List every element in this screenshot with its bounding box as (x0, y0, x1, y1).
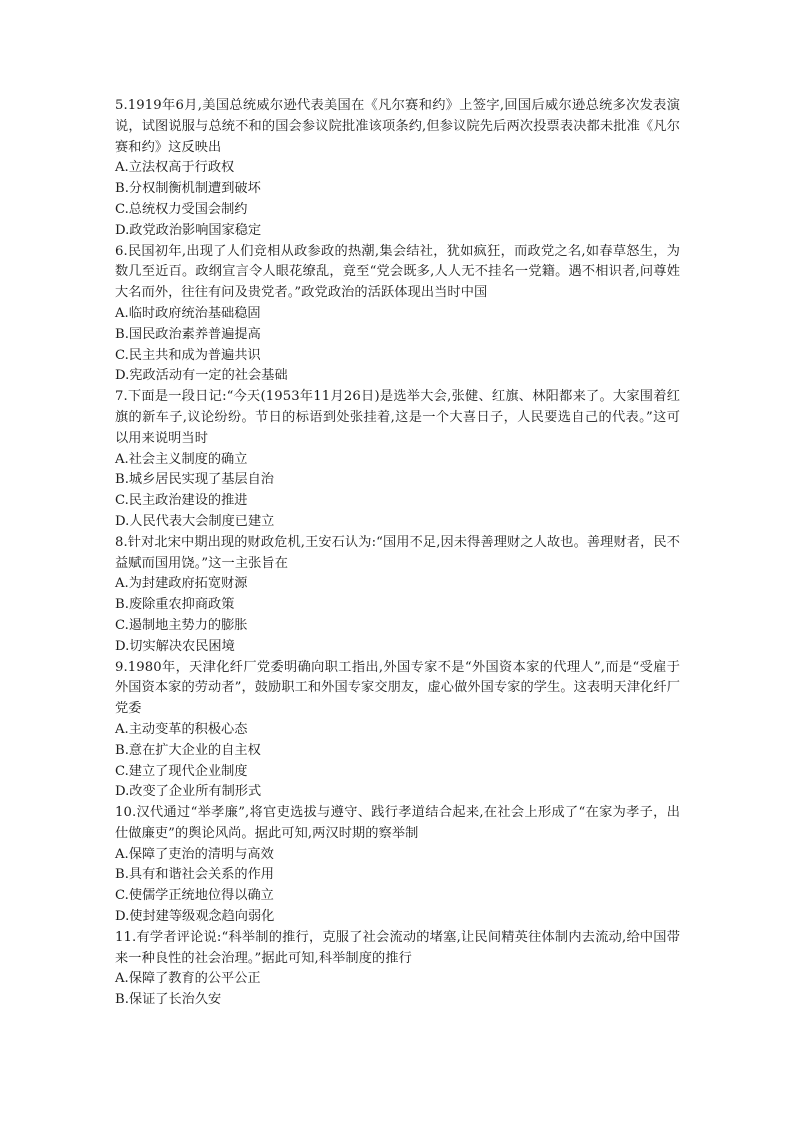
option-c: C.建立了现代企业制度 (115, 763, 248, 779)
question-stem: 10.汉代通过“举孝廉”,将官吏选拔与遵守、践行孝道结合起来,在社会上形成了“在家为孝子，出仕做廉吏”的舆论风尚。据此可知,两汉时期的察举制 (115, 805, 680, 841)
option-a: A.立法权高于行政权 (115, 160, 235, 176)
option-b: B.废除重农抑商政策 (115, 597, 235, 613)
question-stem: 8.针对北宋中期出现的财政危机,王安石认为:“国用不足,因未得善理财之人故也。善理财者，民不益赋而国用饶。”这一主张旨在 (115, 534, 680, 571)
option-a: A.社会主义制度的确立 (115, 451, 248, 467)
option-b: B.保证了长治久安 (115, 992, 222, 1008)
option-b: B.城乡居民实现了基层自治 (115, 472, 274, 488)
question-5 (115, 96, 680, 242)
option-c: C.民主政治建设的推进 (115, 493, 248, 509)
question-stem: 11.有学者评论说:“科举制的推行，克服了社会流动的堵塞,让民间精英往体制内去流动,给中国带来一种良性的社会治理。”据此可知,科举制度的推行 (115, 929, 680, 966)
question-7 (115, 387, 680, 533)
option-a: A.为封建政府拓宽财源 (115, 576, 248, 592)
option-d: D.切实解决农民困境 (115, 638, 235, 654)
question-9 (115, 658, 680, 804)
option-d: D.宪政活动有一定的社会基础 (115, 368, 288, 384)
option-a: A.临时政府统治基础稳固 (115, 305, 261, 321)
option-c: C.民主共和成为普遍共识 (115, 347, 261, 363)
question-8 (115, 533, 680, 658)
question-stem: 9.1980年，天津化纤厂党委明确向职工指出,外国专家不是“外国资本家的代理人”,而是“受雇于外国资本家的劳动者”，鼓励职工和外国专家交朋友，虚心做外国专家的学生。这表明天津化纤厂党委 (115, 659, 680, 717)
option-a: A.保障了教育的公平公正 (115, 971, 261, 987)
option-b: B.国民政治素养普遍提高 (115, 326, 261, 342)
exam-page (115, 96, 680, 1011)
question-6 (115, 242, 680, 388)
question-stem: 7.下面是一段日记:“今天(1953年11月26日)是选举大会,张健、红旗、林阳都来了。大家围着红旗的新车子,议论纷纷。节日的标语到处张挂着,这是一个大喜日子，人民要选自己的代表。”这可以用来说明当时 (115, 389, 680, 446)
option-a: A.主动变革的积极心态 (115, 721, 248, 737)
option-b: B.意在扩大企业的自主权 (115, 742, 261, 758)
option-b: B.具有和谐社会关系的作用 (115, 867, 274, 883)
option-d: D.使封建等级观念趋向弱化 (115, 909, 275, 925)
option-c: C.使儒学正统地位得以确立 (115, 888, 274, 904)
question-10 (115, 803, 680, 928)
option-c: C.总统权力受国会制约 (115, 201, 248, 217)
option-a: A.保障了吏治的清明与高效 (115, 846, 274, 862)
option-d: D.改变了企业所有制形式 (115, 784, 262, 800)
option-c: C.遏制地主势力的膨胀 (115, 617, 248, 633)
question-stem: 6.民国初年,出现了人们竞相从政参政的热潮,集会结社，犹如疯狂，而政党之名,如春草怒生，为数几至近百。政纲宣言令人眼花缭乱，竟至“党会既多,人人无不挂名一党籍。遇不相识者,问尊姓大名而外，往往有问及贵党者。”政党政治的活跃体现出当时中国 (115, 243, 680, 301)
option-b: B.分权制衡机制遭到破坏 (115, 181, 261, 197)
question-stem: 5.1919年6月,美国总统威尔逊代表美国在《凡尔赛和约》上签字,回国后威尔逊总统多次发表演说，试图说服与总统不和的国会参议院批准该项条约,但参议院先后两次投票表决都未批准《凡尔赛和约》这反映出 (115, 98, 680, 155)
option-d: D.人民代表大会制度已建立 (115, 513, 275, 529)
option-d: D.政党政治影响国家稳定 (115, 222, 262, 238)
question-11 (115, 928, 680, 1011)
